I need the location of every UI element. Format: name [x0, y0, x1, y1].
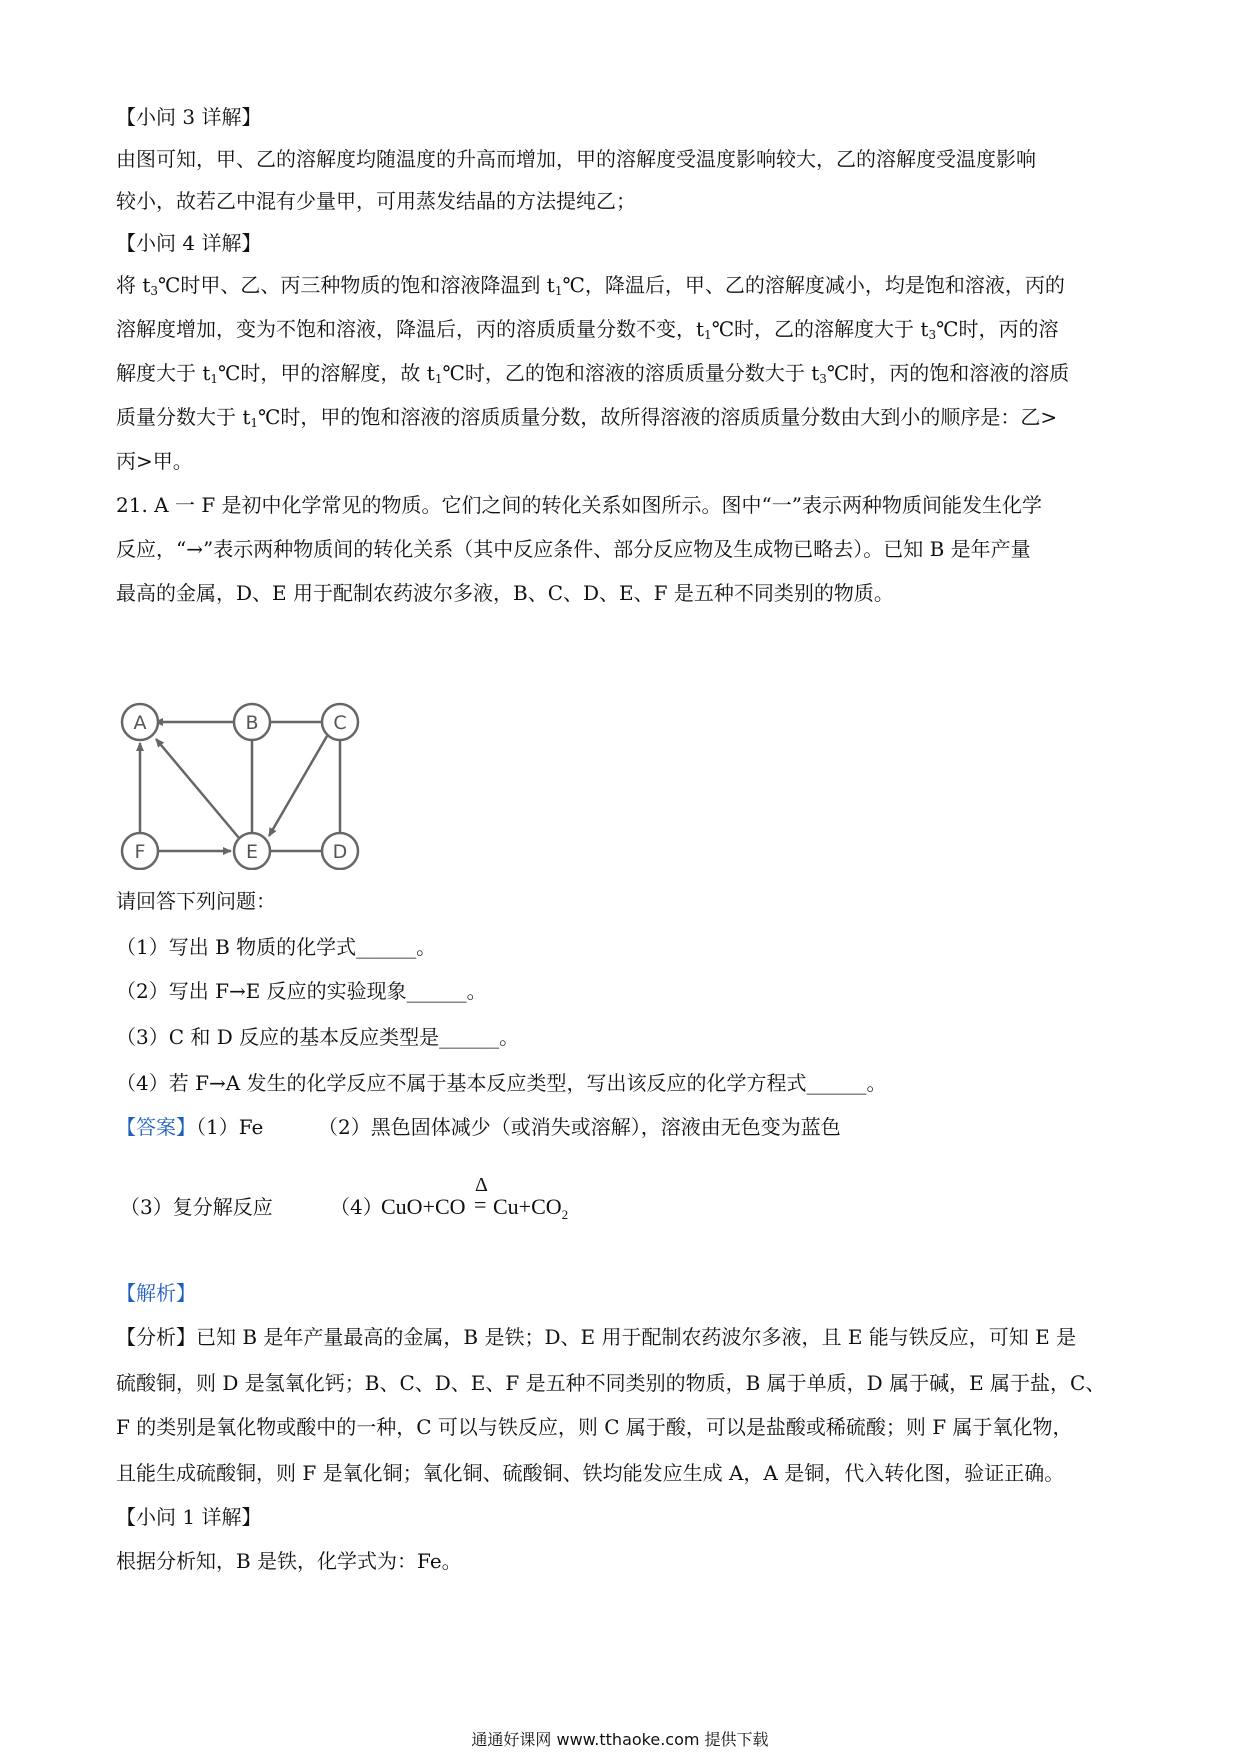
- paragraph-line: 质量分数大于 $t_1℃$时，甲的饱和溶液的溶质质量分数，故所得溶液的溶质质量分数由大到小的顺序是：乙>: [116, 405, 1058, 430]
- question-21-line: 反应，“→”表示两种物质间的转化关系（其中反应条件、部分反应物及生成物已略去）。已知 B 是年产量: [116, 537, 1031, 561]
- analysis-line: F 的类别是氧化物或酸中的一种，C 可以与铁反应，则 C 属于酸，可以是盐酸或稀硫酸；则 F 属于氧化物，: [116, 1415, 1073, 1439]
- answer-row-1: [116, 1112, 263, 1142]
- svg-text:F: F: [134, 841, 146, 863]
- svg-text:D: D: [332, 841, 348, 863]
- node-f: [122, 833, 158, 869]
- answer-2: （2）黑色固体减少（或消失或溶解），溶液由无色变为蓝色: [318, 1115, 841, 1139]
- paragraph-line: 解度大于 $t_1℃$时，甲的溶解度，故 $t_1℃$时，乙的饱和溶液的溶质质量分数大于 $t_3℃$时，丙的饱和溶液的溶质: [116, 361, 1070, 386]
- paragraph-line: 将 $t_3℃$时甲、乙、丙三种物质的饱和溶液降温到 $t_1℃$，降温后，甲、乙的溶解度减小，均是饱和溶液，丙的: [116, 273, 1065, 298]
- equals-sign: =: [474, 1192, 487, 1217]
- question-2: （2）写出 F→E 反应的实验现象______。: [116, 979, 487, 1003]
- questions-intro: 请回答下列问题：: [116, 889, 276, 913]
- node-c: [322, 704, 358, 740]
- equation-reactants: CuO+CO: [381, 1194, 466, 1219]
- node-a: [122, 704, 158, 740]
- svg-text:A: A: [133, 712, 147, 734]
- node-d: [322, 833, 358, 869]
- question-21-line: 最高的金属，D、E 用于配制农药波尔多液，B、C、D、E、F 是五种不同类别的物质。: [116, 581, 894, 605]
- chemical-equation: [381, 1176, 611, 1232]
- footer-source: 通通好课网 www.tthaoke.com 提供下载: [471, 1730, 769, 1749]
- svg-text:B: B: [245, 712, 259, 734]
- question-1: （1）写出 B 物质的化学式______。: [116, 935, 437, 959]
- question-21-line: 21. A 一 F 是初中化学常见的物质。它们之间的转化关系如图所示。图中“一”表示两种物质间能发生化学: [116, 493, 1043, 517]
- paragraph-line: 溶解度增加，变为不饱和溶液，降温后，丙的溶质质量分数不变，$t_1℃$时，乙的溶解度大于 $t_3℃$时，丙的溶: [116, 317, 1059, 342]
- analysis-label: 【解析】: [116, 1281, 196, 1305]
- edge-c-to-e: [269, 736, 327, 836]
- svg-text:C: C: [333, 712, 347, 734]
- paragraph-line: 由图可知，甲、乙的溶解度均随温度的升高而增加，甲的溶解度受温度影响较大，乙的溶解度受温度影响: [116, 147, 1036, 171]
- analysis-line: 【分析】已知 B 是年产量最高的金属，B 是铁；D、E 用于配制农药波尔多液，且 E 能与铁反应，可知 E 是: [116, 1325, 1077, 1349]
- paragraph-line: 丙>甲。: [116, 449, 193, 473]
- svg-text:E: E: [245, 841, 259, 863]
- paragraph-line: 较小，故若乙中混有少量甲，可用蒸发结晶的方法提纯乙；: [116, 189, 636, 213]
- edge-e-to-a: [156, 739, 239, 838]
- section-heading-q4: 【小问 4 详解】: [116, 231, 262, 255]
- section-heading-q3: 【小问 3 详解】: [116, 105, 262, 129]
- section-heading-q1: 【小问 1 详解】: [116, 1505, 262, 1529]
- question-4: （4）若 F→A 发生的化学反应不属于基本反应类型，写出该反应的化学方程式______。: [116, 1071, 887, 1095]
- equation-products: $Cu+CO_2$: [493, 1194, 569, 1222]
- analysis-line: 硫酸铜，则 D 是氢氧化钙；B、C、D、E、F 是五种不同类别的物质，B 属于单质，D 属于碱，E 属于盐，C、: [116, 1371, 1106, 1395]
- conversion-diagram: [112, 690, 392, 870]
- answer-1: （1）Fe: [196, 1115, 264, 1139]
- question-3: （3）C 和 D 反应的基本反应类型是______。: [116, 1025, 520, 1049]
- analysis-line: 且能生成硫酸铜，则 F 是氧化铜；氧化铜、硫酸铜、铁均能发应生成 A，A 是铜，代入转化图，验证正确。: [116, 1461, 1065, 1485]
- node-e: [234, 833, 270, 869]
- answer-label: 【答案】: [116, 1115, 196, 1139]
- answer-4-label: （4）: [330, 1195, 383, 1219]
- heat-symbol: Δ: [475, 1174, 488, 1196]
- paragraph-line: 根据分析知，B 是铁，化学式为：Fe。: [116, 1549, 462, 1573]
- node-b: [234, 704, 270, 740]
- answer-3: （3）复分解反应: [120, 1195, 273, 1219]
